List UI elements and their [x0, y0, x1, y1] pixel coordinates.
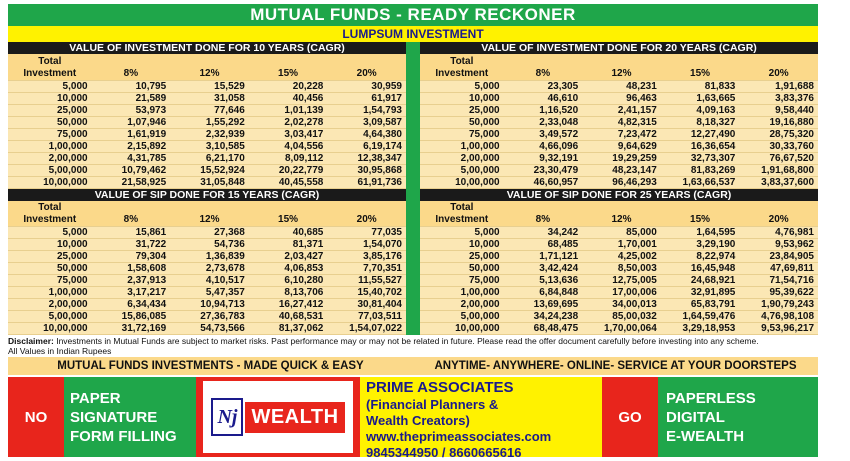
value-cell: 9,53,962	[739, 239, 818, 251]
value-cell: 12,75,005	[582, 275, 661, 287]
investment-amount-cell: 50,000	[8, 116, 92, 128]
investment-amount-cell: 5,000	[420, 80, 504, 92]
investment-amount-cell: 50,000	[420, 116, 504, 128]
nj-logo-mark: Nj	[211, 398, 243, 436]
table-row	[8, 275, 406, 287]
value-cell: 3,49,572	[504, 128, 583, 140]
table-row	[420, 140, 818, 152]
value-cell: 4,82,315	[582, 116, 661, 128]
investment-amount-cell: 2,00,000	[8, 152, 92, 164]
bottom-tables	[8, 189, 818, 336]
table-row	[8, 128, 406, 140]
table-row	[8, 164, 406, 176]
investment-amount-cell: 2,00,000	[420, 299, 504, 311]
value-cell: 31,72,169	[92, 323, 171, 335]
value-cell: 47,69,811	[739, 263, 818, 275]
col-header-total-investment: Total Investment	[8, 201, 92, 227]
table-row	[420, 80, 818, 92]
value-cell: 16,27,412	[249, 299, 328, 311]
value-cell: 1,64,59,476	[661, 311, 740, 323]
value-cell: 1,01,139	[249, 104, 328, 116]
njwealth-logo-panel	[196, 377, 360, 457]
value-cell: 23,305	[504, 80, 583, 92]
sip-15-years-table	[8, 201, 406, 336]
value-cell: 2,32,939	[170, 128, 249, 140]
value-cell: 9,32,191	[504, 152, 583, 164]
value-cell: 81,37,062	[249, 323, 328, 335]
table-row	[8, 140, 406, 152]
value-cell: 5,47,357	[170, 287, 249, 299]
value-cell: 77,035	[327, 227, 406, 239]
value-cell: 1,70,001	[582, 239, 661, 251]
col-header-15: 15%	[249, 54, 328, 80]
sip-15-years-heading: VALUE OF SIP DONE FOR 15 YEARS (CAGR)	[8, 189, 406, 201]
investment-amount-cell: 1,00,000	[8, 140, 92, 152]
table-row	[8, 287, 406, 299]
value-cell: 1,91,68,800	[739, 164, 818, 176]
table-row	[8, 176, 406, 188]
table-row	[420, 104, 818, 116]
value-cell: 4,25,002	[582, 251, 661, 263]
value-cell: 34,24,238	[504, 311, 583, 323]
value-cell: 5,13,636	[504, 275, 583, 287]
paper-item: SIGNATURE	[70, 409, 158, 426]
value-cell: 7,23,472	[582, 128, 661, 140]
value-cell: 61,91,736	[327, 176, 406, 188]
table-row	[420, 227, 818, 239]
table-row	[8, 80, 406, 92]
investment-amount-cell: 10,000	[8, 239, 92, 251]
table-row	[8, 323, 406, 335]
col-header-15: 15%	[661, 201, 740, 227]
investment-amount-cell: 10,00,000	[420, 323, 504, 335]
investment-amount-cell: 10,000	[8, 92, 92, 104]
page-title: MUTUAL FUNDS - READY RECKONER	[8, 4, 818, 26]
value-cell: 1,64,595	[661, 227, 740, 239]
col-header-total-investment: Total Investment	[420, 201, 504, 227]
col-header-12: 12%	[582, 201, 661, 227]
value-cell: 6,84,848	[504, 287, 583, 299]
value-cell: 3,83,37,600	[739, 176, 818, 188]
value-cell: 96,463	[582, 92, 661, 104]
col-header-8: 8%	[92, 201, 171, 227]
value-cell: 20,228	[249, 80, 328, 92]
value-cell: 46,60,957	[504, 176, 583, 188]
value-cell: 2,73,678	[170, 263, 249, 275]
investment-amount-cell: 2,00,000	[420, 152, 504, 164]
value-cell: 95,39,622	[739, 287, 818, 299]
value-cell: 1,36,839	[170, 251, 249, 263]
table-row	[420, 152, 818, 164]
table-row	[8, 299, 406, 311]
investment-amount-cell: 75,000	[420, 275, 504, 287]
value-cell: 1,63,665	[661, 92, 740, 104]
investment-amount-cell: 75,000	[8, 275, 92, 287]
investment-amount-cell: 5,000	[420, 227, 504, 239]
paperless-item: DIGITAL	[666, 409, 725, 426]
table-row	[8, 263, 406, 275]
lumpsum-10-years-heading: VALUE OF INVESTMENT DONE FOR 10 YEARS (CAGR)	[8, 42, 406, 54]
value-cell: 30,95,868	[327, 164, 406, 176]
disclaimer	[8, 335, 818, 355]
investment-amount-cell: 25,000	[420, 251, 504, 263]
value-cell: 2,33,048	[504, 116, 583, 128]
investment-amount-cell: 2,00,000	[8, 299, 92, 311]
value-cell: 10,795	[92, 80, 171, 92]
value-cell: 2,03,427	[249, 251, 328, 263]
value-cell: 1,54,793	[327, 104, 406, 116]
value-cell: 4,64,380	[327, 128, 406, 140]
value-cell: 9,58,440	[739, 104, 818, 116]
investment-amount-cell: 1,00,000	[420, 140, 504, 152]
value-cell: 2,02,278	[249, 116, 328, 128]
value-cell: 30,33,760	[739, 140, 818, 152]
njwealth-logo	[203, 381, 353, 453]
value-cell: 27,36,783	[170, 311, 249, 323]
value-cell: 1,58,608	[92, 263, 171, 275]
disclaimer-text: Investments in Mutual Funds are subject to market risks. Past performance may or may not be related in future. Please read the offer document carefully before investing into any scheme.	[53, 336, 759, 346]
value-cell: 8,09,112	[249, 152, 328, 164]
table-row	[420, 323, 818, 335]
sip-25-years-table	[420, 201, 818, 336]
value-cell: 81,371	[249, 239, 328, 251]
value-cell: 46,610	[504, 92, 583, 104]
col-header-15: 15%	[661, 54, 740, 80]
value-cell: 85,000	[582, 227, 661, 239]
value-cell: 40,456	[249, 92, 328, 104]
investment-amount-cell: 10,000	[420, 239, 504, 251]
col-header-12: 12%	[170, 54, 249, 80]
investment-amount-cell: 1,00,000	[420, 287, 504, 299]
value-cell: 6,10,280	[249, 275, 328, 287]
tagline-right: ANYTIME- ANYWHERE- ONLINE- SERVICE AT YOUR DOORSTEPS	[434, 360, 797, 372]
sip-25-years-heading: VALUE OF SIP DONE FOR 25 YEARS (CAGR)	[420, 189, 818, 201]
value-cell: 23,84,905	[739, 251, 818, 263]
investment-amount-cell: 25,000	[8, 104, 92, 116]
value-cell: 1,70,00,064	[582, 323, 661, 335]
value-cell: 17,00,006	[582, 287, 661, 299]
value-cell: 34,242	[504, 227, 583, 239]
value-cell: 77,646	[170, 104, 249, 116]
value-cell: 19,29,259	[582, 152, 661, 164]
ready-reckoner-sheet	[8, 4, 818, 460]
tagline-bar	[8, 357, 818, 375]
investment-amount-cell: 1,00,000	[8, 287, 92, 299]
value-cell: 71,54,716	[739, 275, 818, 287]
value-cell: 9,64,629	[582, 140, 661, 152]
value-cell: 4,76,981	[739, 227, 818, 239]
value-cell: 28,75,320	[739, 128, 818, 140]
value-cell: 15,52,924	[170, 164, 249, 176]
value-cell: 23,30,479	[504, 164, 583, 176]
value-cell: 12,27,490	[661, 128, 740, 140]
value-cell: 2,41,157	[582, 104, 661, 116]
value-cell: 7,70,351	[327, 263, 406, 275]
go-label: GO	[602, 377, 658, 457]
value-cell: 3,03,417	[249, 128, 328, 140]
value-cell: 48,23,147	[582, 164, 661, 176]
table-row	[420, 92, 818, 104]
currency-note: All Values in Indian Rupees	[8, 346, 112, 356]
table-row	[420, 164, 818, 176]
value-cell: 4,09,163	[661, 104, 740, 116]
table-row	[420, 299, 818, 311]
value-cell: 27,368	[170, 227, 249, 239]
table-row	[420, 176, 818, 188]
value-cell: 15,40,702	[327, 287, 406, 299]
firm-name: PRIME ASSOCIATES	[366, 379, 514, 396]
value-cell: 77,03,511	[327, 311, 406, 323]
value-cell: 6,34,434	[92, 299, 171, 311]
value-cell: 1,90,79,243	[739, 299, 818, 311]
value-cell: 16,36,654	[661, 140, 740, 152]
firm-desc-1: (Financial Planners &	[366, 397, 499, 412]
col-header-20: 20%	[739, 54, 818, 80]
value-cell: 3,29,190	[661, 239, 740, 251]
value-cell: 40,45,558	[249, 176, 328, 188]
investment-amount-cell: 75,000	[8, 128, 92, 140]
wealth-logo-word: WEALTH	[245, 402, 344, 433]
value-cell: 16,45,948	[661, 263, 740, 275]
column-separator	[406, 189, 420, 336]
value-cell: 4,10,517	[170, 275, 249, 287]
sip-25-years-panel	[420, 189, 818, 336]
value-cell: 1,61,919	[92, 128, 171, 140]
value-cell: 19,16,880	[739, 116, 818, 128]
value-cell: 12,38,347	[327, 152, 406, 164]
value-cell: 4,76,98,108	[739, 311, 818, 323]
investment-amount-cell: 50,000	[8, 263, 92, 275]
table-row	[420, 263, 818, 275]
firm-desc-2: Wealth Creators)	[366, 413, 470, 428]
col-header-15: 15%	[249, 201, 328, 227]
table-row	[420, 287, 818, 299]
value-cell: 48,231	[582, 80, 661, 92]
value-cell: 8,13,706	[249, 287, 328, 299]
investment-amount-cell: 50,000	[420, 263, 504, 275]
value-cell: 96,46,293	[582, 176, 661, 188]
table-row	[8, 251, 406, 263]
value-cell: 4,31,785	[92, 152, 171, 164]
table-row	[420, 239, 818, 251]
value-cell: 54,73,566	[170, 323, 249, 335]
value-cell: 2,37,913	[92, 275, 171, 287]
investment-amount-cell: 10,00,000	[8, 323, 92, 335]
col-header-total-investment: Total Investment	[420, 54, 504, 80]
value-cell: 3,10,585	[170, 140, 249, 152]
investment-amount-cell: 25,000	[8, 251, 92, 263]
investment-amount-cell: 25,000	[420, 104, 504, 116]
value-cell: 15,86,085	[92, 311, 171, 323]
value-cell: 65,83,791	[661, 299, 740, 311]
col-header-20: 20%	[327, 201, 406, 227]
tagline-left: MUTUAL FUNDS INVESTMENTS - MADE QUICK & EASY	[57, 360, 364, 372]
value-cell: 1,63,66,537	[661, 176, 740, 188]
investment-amount-cell: 5,000	[8, 227, 92, 239]
lumpsum-20-years-panel	[420, 42, 818, 189]
paper-item: PAPER	[70, 390, 121, 407]
promo-banner	[8, 377, 818, 460]
value-cell: 76,67,520	[739, 152, 818, 164]
value-cell: 31,722	[92, 239, 171, 251]
col-header-12: 12%	[582, 54, 661, 80]
column-separator	[406, 42, 420, 189]
sip-15-years-panel	[8, 189, 406, 336]
col-header-12: 12%	[170, 201, 249, 227]
value-cell: 3,85,176	[327, 251, 406, 263]
paperless-list	[658, 377, 818, 457]
lumpsum-20-years-heading: VALUE OF INVESTMENT DONE FOR 20 YEARS (CAGR)	[420, 42, 818, 54]
lumpsum-20-years-table	[420, 54, 818, 189]
value-cell: 8,22,974	[661, 251, 740, 263]
value-cell: 68,48,475	[504, 323, 583, 335]
value-cell: 3,83,376	[739, 92, 818, 104]
table-row	[420, 275, 818, 287]
value-cell: 10,94,713	[170, 299, 249, 311]
value-cell: 1,55,292	[170, 116, 249, 128]
table-row	[8, 116, 406, 128]
value-cell: 53,973	[92, 104, 171, 116]
value-cell: 1,71,121	[504, 251, 583, 263]
value-cell: 6,19,174	[327, 140, 406, 152]
paperless-item: PAPERLESS	[666, 390, 756, 407]
investment-amount-cell: 10,00,000	[8, 176, 92, 188]
value-cell: 32,73,307	[661, 152, 740, 164]
disclaimer-label: Disclaimer:	[8, 336, 54, 346]
value-cell: 24,68,921	[661, 275, 740, 287]
lumpsum-10-years-table	[8, 54, 406, 189]
paper-list	[64, 377, 196, 457]
value-cell: 21,58,925	[92, 176, 171, 188]
no-label: NO	[8, 377, 64, 457]
value-cell: 4,04,556	[249, 140, 328, 152]
investment-amount-cell: 5,000	[8, 80, 92, 92]
value-cell: 2,15,892	[92, 140, 171, 152]
table-row	[8, 92, 406, 104]
table-row	[8, 239, 406, 251]
table-row	[8, 152, 406, 164]
value-cell: 3,42,424	[504, 263, 583, 275]
investment-amount-cell: 5,00,000	[420, 164, 504, 176]
investment-amount-cell: 10,00,000	[420, 176, 504, 188]
table-row	[8, 227, 406, 239]
value-cell: 61,917	[327, 92, 406, 104]
value-cell: 79,304	[92, 251, 171, 263]
firm-website-link[interactable]: www.theprimeassociates.com	[366, 429, 552, 444]
value-cell: 3,29,18,953	[661, 323, 740, 335]
firm-phone: 9845344950 / 8660665616	[366, 445, 522, 460]
value-cell: 1,07,946	[92, 116, 171, 128]
col-header-8: 8%	[504, 54, 583, 80]
value-cell: 9,53,96,217	[739, 323, 818, 335]
value-cell: 15,861	[92, 227, 171, 239]
value-cell: 4,06,853	[249, 263, 328, 275]
value-cell: 4,66,096	[504, 140, 583, 152]
value-cell: 30,959	[327, 80, 406, 92]
value-cell: 85,00,032	[582, 311, 661, 323]
value-cell: 34,00,013	[582, 299, 661, 311]
value-cell: 81,833	[661, 80, 740, 92]
value-cell: 1,16,520	[504, 104, 583, 116]
value-cell: 15,529	[170, 80, 249, 92]
investment-amount-cell: 5,00,000	[8, 311, 92, 323]
value-cell: 8,50,003	[582, 263, 661, 275]
col-header-20: 20%	[327, 54, 406, 80]
paperless-item: E-WEALTH	[666, 428, 745, 445]
col-header-8: 8%	[92, 54, 171, 80]
firm-contact	[360, 377, 602, 460]
top-tables	[8, 42, 818, 189]
col-header-total-investment: Total Investment	[8, 54, 92, 80]
value-cell: 3,09,587	[327, 116, 406, 128]
value-cell: 32,91,895	[661, 287, 740, 299]
value-cell: 31,05,848	[170, 176, 249, 188]
value-cell: 30,81,404	[327, 299, 406, 311]
table-row	[8, 104, 406, 116]
page-subtitle: LUMPSUM INVESTMENT	[8, 26, 818, 42]
value-cell: 81,83,269	[661, 164, 740, 176]
investment-amount-cell: 75,000	[420, 128, 504, 140]
investment-amount-cell: 10,000	[420, 92, 504, 104]
value-cell: 3,17,217	[92, 287, 171, 299]
value-cell: 10,79,462	[92, 164, 171, 176]
value-cell: 68,485	[504, 239, 583, 251]
col-header-8: 8%	[504, 201, 583, 227]
value-cell: 8,18,327	[661, 116, 740, 128]
value-cell: 31,058	[170, 92, 249, 104]
table-row	[420, 128, 818, 140]
value-cell: 1,54,070	[327, 239, 406, 251]
table-row	[420, 116, 818, 128]
value-cell: 11,55,527	[327, 275, 406, 287]
value-cell: 54,736	[170, 239, 249, 251]
col-header-20: 20%	[739, 201, 818, 227]
value-cell: 1,91,688	[739, 80, 818, 92]
lumpsum-10-years-panel	[8, 42, 406, 189]
table-row	[8, 311, 406, 323]
investment-amount-cell: 5,00,000	[420, 311, 504, 323]
value-cell: 1,54,07,022	[327, 323, 406, 335]
value-cell: 6,21,170	[170, 152, 249, 164]
investment-amount-cell: 5,00,000	[8, 164, 92, 176]
value-cell: 13,69,695	[504, 299, 583, 311]
table-row	[420, 251, 818, 263]
value-cell: 20,22,779	[249, 164, 328, 176]
value-cell: 21,589	[92, 92, 171, 104]
paper-item: FORM FILLING	[70, 428, 177, 445]
table-row	[420, 311, 818, 323]
value-cell: 40,68,531	[249, 311, 328, 323]
value-cell: 40,685	[249, 227, 328, 239]
